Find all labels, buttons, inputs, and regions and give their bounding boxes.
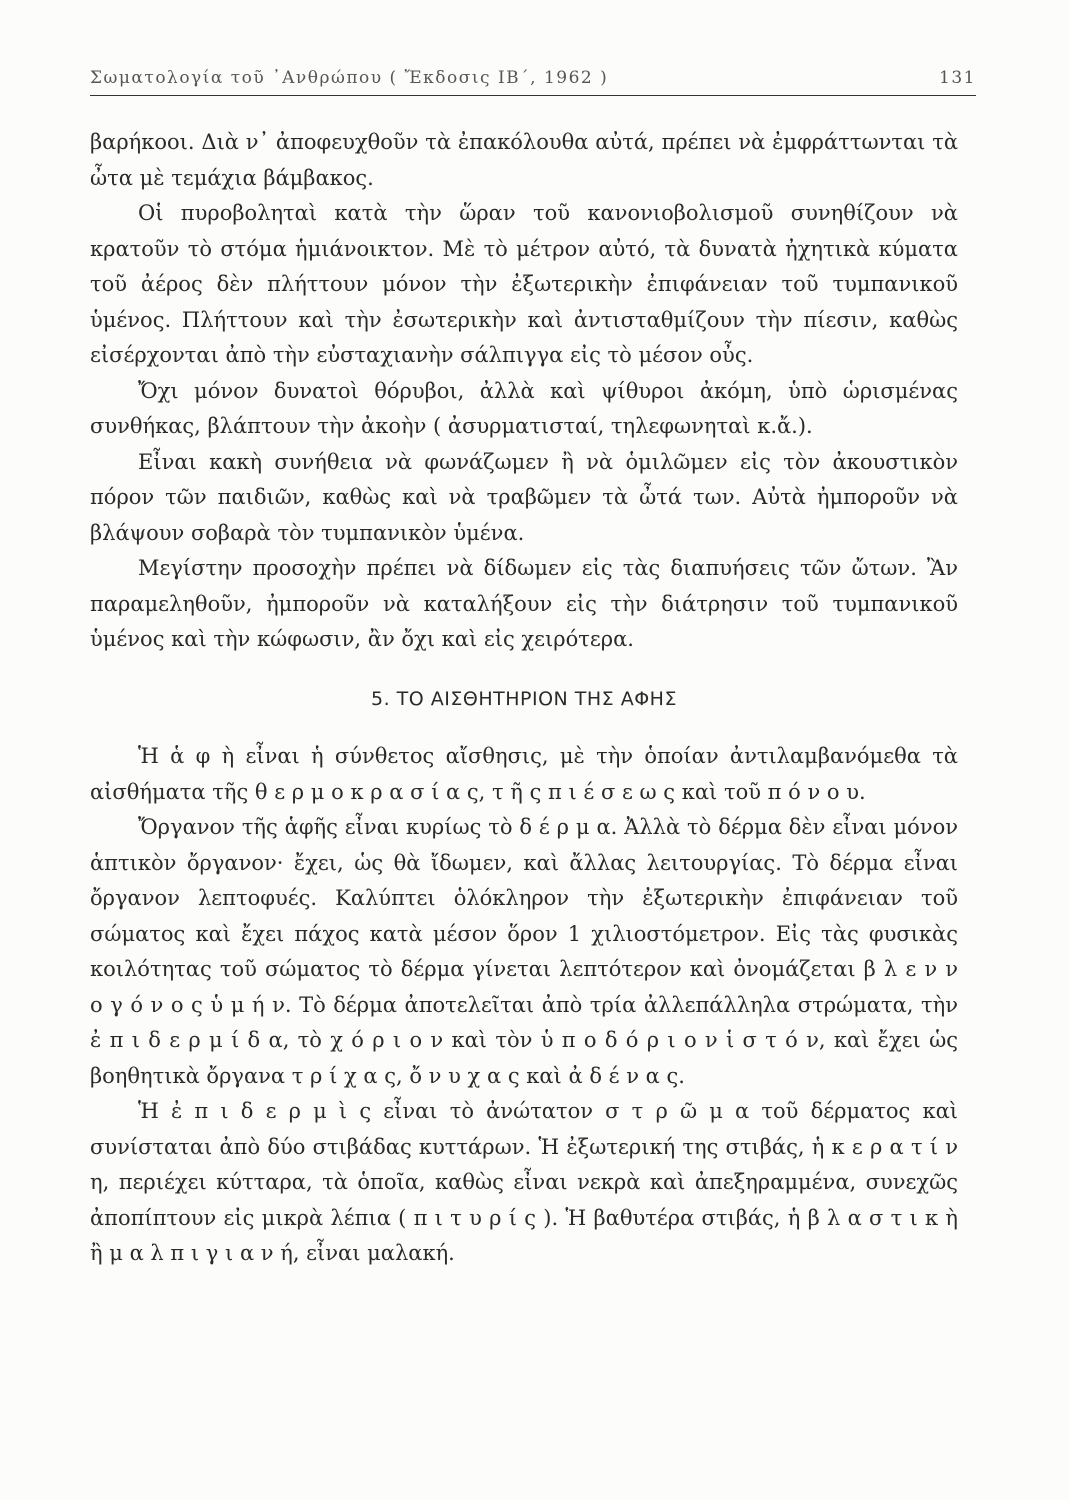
body-text	[90, 125, 958, 1272]
paragraph: Οἱ πυροβοληταὶ κατὰ τὴν ὥραν τοῦ κανονιοβολισμοῦ συνηθίζουν νὰ κρατοῦν τὸ στόμα ἡμιάνοικτον. Μὲ τὸ μέτρον αὐτό, τὰ δυνατὰ ἠχητικὰ κύματα τοῦ ἀέρος δὲν πλήττουν μόνον τὴν ἐξωτερικὴν ἐπιφάνειαν τοῦ τυμπανικοῦ ὑμένος. Πλήττουν καὶ τὴν ἐσωτερικὴν καὶ ἀντισταθμίζουν τὴν πίεσιν, καθὼς εἰσέρχονται ἀπὸ τὴν εὐσταχιανὴν σάλπιγγα εἰς τὸ μέσον οὖς.	[90, 201, 958, 367]
running-header	[90, 68, 976, 96]
paragraph: Εἶναι κακὴ συνήθεια νὰ φωνάζωμεν ἢ νὰ ὁμιλῶμεν εἰς τὸν ἀκουστικὸν πόρον τῶν παιδιῶν, καθὼς καὶ νὰ τραβῶμεν τὰ ὦτά των. Αὐτὰ ἠμποροῦν νὰ βλάψουν σοβαρὰ τὸν τυμπανικὸν ὑμένα.	[90, 449, 958, 545]
paragraph: Ἡ ἁ φ ὴ εἶναι ἡ σύνθετος αἴσθησις, μὲ τὴν ὁποίαν ἀντιλαμβανόμεθα τὰ αἰσθήματα τῆς θ ε ρ μ ο κ ρ α σ ί α ς, τ ῆ ς π ι έ σ ε ω ς καὶ τοῦ π ό ν ο υ.	[90, 744, 958, 804]
paragraph: Ὄχι μόνον δυνατοὶ θόρυβοι, ἀλλὰ καὶ ψίθυροι ἀκόμη, ὑπὸ ὡρισμένας συνθήκας, βλάπτουν τὴν ἀκοὴν ( ἀσυρματισταί, τηλεφωνηταὶ κ.ἄ.).	[90, 378, 958, 438]
paragraph: Ἡ ἐ π ι δ ε ρ μ ὶ ς εἶναι τὸ ἀνώτατον σ τ ρ ῶ μ α τοῦ δέρματος καὶ συνίσταται ἀπὸ δύο στιβάδας κυττάρων. Ἡ ἐξωτερική της στιβάς, ἡ κ ε ρ α τ ί ν η, περιέχει κύτταρα, τὰ ὁποῖα, καθὼς εἶναι νεκρὰ καὶ ἀπεξηραμμένα, συνεχῶς ἀποπίπτουν εἰς μικρὰ λέπια ( π ι τ υ ρ ί ς ). Ἡ βαθυτέρα στιβάς, ἡ β λ α σ τ ι κ ὴ ἢ μ α λ π ι γ ι α ν ή, εἶναι μαλακή.	[90, 1099, 958, 1265]
paragraph: βαρήκοοι. Διὰ ν᾿ ἀποφευχθοῦν τὰ ἐπακόλουθα αὐτά, πρέπει νὰ ἐμφράττωνται τὰ ὦτα μὲ τεμάχια βάμβακος.	[90, 130, 958, 190]
paragraph: Ὄργανον τῆς ἁφῆς εἶναι κυρίως τὸ δ έ ρ μ α. Ἀλλὰ τὸ δέρμα δὲν εἶναι μόνον ἁπτικὸν ὄργανον· ἔχει, ὡς θὰ ἴδωμεν, καὶ ἄλλας λειτουργίας. Τὸ δέρμα εἶναι ὄργανον λεπτοφυές. Καλύπτει ὁλόκληρον τὴν ἐξωτερικὴν ἐπιφάνειαν τοῦ σώματος καὶ ἔχει πάχος κατὰ μέσον ὅρον 1 χιλιοστόμετρον. Εἰς τὰς φυσικὰς κοιλότητας τοῦ σώματος τὸ δέρμα γίνεται λεπτότερον καὶ ὀνομάζεται β λ ε ν ν ο γ ό ν ο ς ὑ μ ή ν. Τὸ δέρμα ἀποτελεῖται ἀπὸ τρία ἀλλεπάλληλα στρώματα, τὴν ἐ π ι δ ε ρ μ ί δ α, τὸ χ ό ρ ι ο ν καὶ τὸν ὑ π ο δ ό ρ ι ο ν ἱ σ τ ό ν, καὶ ἔχει ὡς βοηθητικὰ ὄργανα τ ρ ί χ α ς, ὄ ν υ χ α ς καὶ ἀ δ έ ν α ς.	[90, 815, 958, 1088]
page-number: 131	[939, 68, 976, 88]
running-title: Σωματολογία τοῦ ᾿Ανθρώπου ( Ἔκδοσις ΙΒ΄, 1962 )	[90, 68, 609, 88]
paragraph: Μεγίστην προσοχὴν πρέπει νὰ δίδωμεν εἰς τὰς διαπυήσεις τῶν ὤτων. Ἂν παραμεληθοῦν, ἠμποροῦν νὰ καταλήξουν εἰς τὴν διάτρησιν τοῦ τυμπανικοῦ ὑμένος καὶ τὴν κώφωσιν, ἂν ὄχι καὶ εἰς χειρότερα.	[90, 556, 958, 651]
section-title: 5. ΤΟ ΑΙΣΘΗΤΗΡΙΟΝ ΤΗΣ ΑΦΗΣ	[371, 687, 677, 710]
